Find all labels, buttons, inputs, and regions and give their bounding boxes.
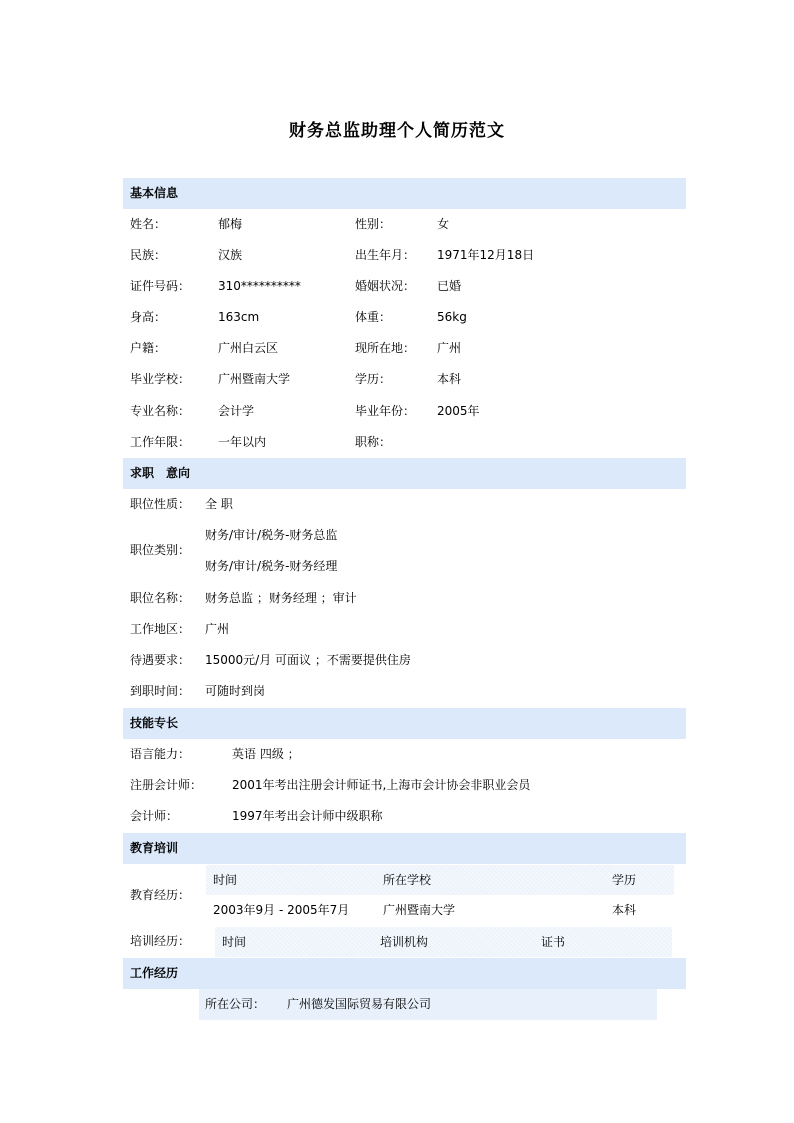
job-nature-label: 职位性质： bbox=[130, 497, 191, 511]
job-position-value: 财务总监 ；财务经理 ；审计 bbox=[205, 591, 357, 605]
grad-year-value: 2005年 bbox=[437, 404, 480, 418]
edu-row-time: 2003年9月 - 2005年7月 bbox=[213, 903, 350, 917]
experience-value: 一年以内 bbox=[218, 435, 267, 449]
residence-value: 广州 bbox=[437, 341, 462, 355]
accountant-value: 1997年考出会计师中级职称 bbox=[232, 809, 383, 823]
marital-value: 已婚 bbox=[437, 279, 462, 293]
job-nature-value: 全 职 bbox=[205, 497, 233, 511]
train-header-institution: 培训机构 bbox=[380, 935, 429, 949]
degree-value: 本科 bbox=[437, 372, 462, 386]
job-location-value: 广州 bbox=[205, 622, 230, 636]
section-education: 教育培训 bbox=[123, 833, 686, 864]
section-work-history: 工作经历 bbox=[123, 958, 686, 989]
gender-label: 性别： bbox=[355, 217, 392, 231]
education-label: 教育经历： bbox=[130, 888, 191, 902]
name-value: 郁梅 bbox=[218, 217, 243, 231]
ethnicity-label: 民族： bbox=[130, 248, 167, 262]
residence-label: 现所在地： bbox=[355, 341, 416, 355]
company-label: 所在公司： bbox=[205, 997, 266, 1011]
weight-label: 体重： bbox=[355, 310, 392, 324]
grad-year-label: 毕业年份： bbox=[355, 404, 416, 418]
company-row bbox=[199, 989, 657, 1020]
training-header-row bbox=[215, 927, 672, 957]
accountant-label: 会计师： bbox=[130, 809, 179, 823]
edu-row-school: 广州暨南大学 bbox=[383, 903, 456, 917]
start-time-value: 可随时到岗 bbox=[205, 684, 266, 698]
ethnicity-value: 汉族 bbox=[218, 248, 243, 262]
id-label: 证件号码： bbox=[130, 279, 191, 293]
train-header-time: 时间 bbox=[222, 935, 247, 949]
language-label: 语言能力： bbox=[130, 747, 191, 761]
edu-header-time: 时间 bbox=[213, 873, 238, 887]
edu-header-degree: 学历 bbox=[612, 873, 637, 887]
salary-label: 待遇要求： bbox=[130, 653, 191, 667]
hukou-value: 广州白云区 bbox=[218, 341, 279, 355]
edu-header-school: 所在学校 bbox=[383, 873, 432, 887]
job-category-value-2: 财务/审计/税务-财务经理 bbox=[205, 559, 338, 573]
major-label: 专业名称： bbox=[130, 404, 191, 418]
start-time-label: 到职时间： bbox=[130, 684, 191, 698]
name-label: 姓名： bbox=[130, 217, 167, 231]
job-category-label: 职位类别： bbox=[130, 543, 191, 557]
birth-value: 1971年12月18日 bbox=[437, 248, 535, 262]
job-location-label: 工作地区： bbox=[130, 622, 191, 636]
cpa-value: 2001年考出注册会计师证书,上海市会计协会非职业会员 bbox=[232, 778, 531, 792]
job-position-label: 职位名称： bbox=[130, 591, 191, 605]
school-label: 毕业学校： bbox=[130, 372, 191, 386]
height-label: 身高： bbox=[130, 310, 167, 324]
company-value: 广州德发国际贸易有限公司 bbox=[287, 997, 432, 1011]
section-skills: 技能专长 bbox=[123, 708, 686, 739]
section-basic-info: 基本信息 bbox=[123, 178, 686, 209]
id-value: 310********** bbox=[218, 279, 301, 293]
edu-row-degree: 本科 bbox=[612, 903, 637, 917]
training-label: 培训经历： bbox=[130, 934, 191, 948]
education-header-row bbox=[206, 865, 674, 895]
cpa-label: 注册会计师： bbox=[130, 778, 203, 792]
height-value: 163cm bbox=[218, 310, 260, 324]
section-job-intention: 求职 意向 bbox=[123, 458, 686, 489]
school-value: 广州暨南大学 bbox=[218, 372, 291, 386]
marital-label: 婚姻状况： bbox=[355, 279, 416, 293]
birth-label: 出生年月： bbox=[355, 248, 416, 262]
gender-value: 女 bbox=[437, 217, 450, 231]
job-category-value-1: 财务/审计/税务-财务总监 bbox=[205, 528, 338, 542]
hukou-label: 户籍： bbox=[130, 341, 167, 355]
experience-label: 工作年限： bbox=[130, 435, 191, 449]
page-title: 财务总监助理个人简历范文 bbox=[289, 121, 505, 141]
major-value: 会计学 bbox=[218, 404, 255, 418]
salary-value: 15000元/月 可面议 ；不需要提供住房 bbox=[205, 653, 411, 667]
language-value: 英语 四级 ； bbox=[232, 747, 300, 761]
title-label: 职称： bbox=[355, 435, 392, 449]
train-header-certificate: 证书 bbox=[541, 935, 566, 949]
weight-value: 56kg bbox=[437, 310, 467, 324]
degree-label: 学历： bbox=[355, 372, 392, 386]
